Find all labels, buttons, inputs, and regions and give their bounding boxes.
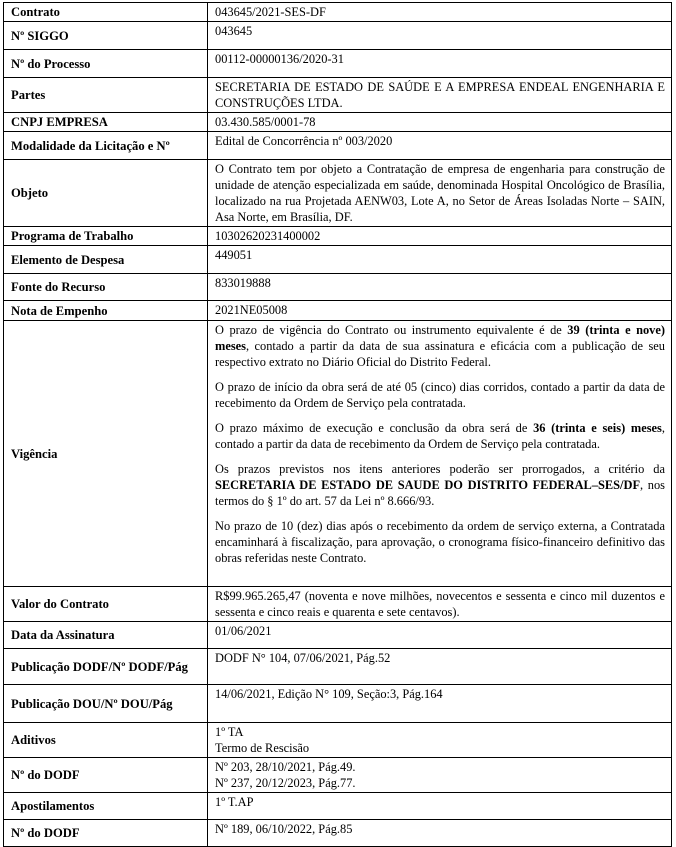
value-vigencia bbox=[208, 321, 672, 587]
label-aditivos: Aditivos bbox=[4, 723, 208, 758]
label-ndodf-2: Nº do DODF bbox=[4, 820, 208, 847]
value-valor: R$99.965.265,47 (noventa e nove milhões, novecentos e sessenta e cinco mil duzentos e sessenta e cinco reais e quarenta e sete centavos). bbox=[208, 587, 672, 622]
label-processo: Nº do Processo bbox=[4, 50, 208, 78]
label-assinatura: Data da Assinatura bbox=[4, 622, 208, 649]
label-contrato: Contrato bbox=[4, 3, 208, 22]
value-objeto: O Contrato tem por objeto a Contratação de empresa de engenharia para construção de unidade de atenção especializada em saúde, denominada Hospital Oncológico de Brasília, localizado na rua Projetada AENW03, Lote A, no Setor de Áreas Isoladas Norte – SAIN, Asa Norte, em Brasília, DF. bbox=[208, 160, 672, 227]
vigencia-p3-rest: , contado a partir da data de recebimento da Ordem de Serviço pela contratada. bbox=[215, 421, 665, 451]
value-apostilamentos: 1º T.AP bbox=[208, 793, 672, 820]
vigencia-paragraph-3 bbox=[215, 420, 665, 452]
value-partes: SECRETARIA DE ESTADO DE SAÚDE E A EMPRESA ENDEAL ENGENHARIA E CONSTRUÇÕES LTDA. bbox=[208, 78, 672, 113]
label-valor: Valor do Contrato bbox=[4, 587, 208, 622]
label-objeto: Objeto bbox=[4, 160, 208, 227]
row-cnpj bbox=[4, 113, 672, 132]
row-siggo bbox=[4, 22, 672, 50]
label-modalidade: Modalidade da Licitação e Nº bbox=[4, 132, 208, 160]
vigencia-p4-bold: SECRETARIA DE ESTADO DE SAUDE DO DISTRITO FEDERAL–SES/DF bbox=[215, 478, 641, 492]
vigencia-paragraph-4 bbox=[215, 461, 665, 509]
contract-summary-table bbox=[3, 2, 672, 847]
row-modalidade bbox=[4, 132, 672, 160]
row-contrato bbox=[4, 3, 672, 22]
value-ndodf-1 bbox=[208, 758, 672, 793]
label-dou: Publicação DOU/Nº DOU/Pág bbox=[4, 685, 208, 723]
value-aditivos bbox=[208, 723, 672, 758]
row-aditivos bbox=[4, 723, 672, 758]
vigencia-p3-bold: 36 (trinta e seis) meses bbox=[533, 421, 662, 435]
vigencia-p1-bold: 39 (trinta e nove) meses bbox=[215, 323, 666, 353]
value-processo: 00112-00000136/2020-31 bbox=[208, 50, 672, 78]
value-modalidade: Edital de Concorrência nº 003/2020 bbox=[208, 132, 672, 160]
dodf-item-1: Nº 203, 28/10/2021, Pág.49. bbox=[215, 760, 356, 774]
aditivo-item-2: Termo de Rescisão bbox=[215, 741, 310, 755]
label-empenho: Nota de Empenho bbox=[4, 301, 208, 321]
label-siggo: Nº SIGGO bbox=[4, 22, 208, 50]
row-dodf bbox=[4, 649, 672, 685]
value-empenho: 2021NE05008 bbox=[208, 301, 672, 321]
label-vigencia: Vigência bbox=[4, 321, 208, 587]
row-dou bbox=[4, 685, 672, 723]
vigencia-paragraph-2: O prazo de início da obra será de até 05 (cinco) dias corridos, contado a partir da data de recebimento da Ordem de Serviço pela contratada. bbox=[215, 380, 665, 410]
value-dodf: DODF N° 104, 07/06/2021, Pág.52 bbox=[208, 649, 672, 685]
label-programa: Programa de Trabalho bbox=[4, 227, 208, 246]
label-fonte: Fonte do Recurso bbox=[4, 274, 208, 301]
value-ndodf-2: Nº 189, 06/10/2022, Pág.85 bbox=[208, 820, 672, 847]
value-fonte: 833019888 bbox=[208, 274, 672, 301]
row-elemento bbox=[4, 246, 672, 274]
value-cnpj: 03.430.585/0001-78 bbox=[208, 113, 672, 132]
row-objeto bbox=[4, 160, 672, 227]
value-contrato: 043645/2021-SES-DF bbox=[208, 3, 672, 22]
row-empenho bbox=[4, 301, 672, 321]
row-programa bbox=[4, 227, 672, 246]
vigencia-p3-text: O prazo máximo de execução e conclusão da obra será de bbox=[215, 421, 534, 435]
vigencia-p1-rest: , contado a partir da data de sua assinatura e eficácia com a publicação de seu respectivo extrato no Diário Oficial do Distrito Federal. bbox=[215, 339, 665, 369]
value-dou: 14/06/2021, Edição N° 109, Seção:3, Pág.164 bbox=[208, 685, 672, 723]
row-fonte bbox=[4, 274, 672, 301]
vigencia-p4-rest: , nos termos do § 1º do art. 57 da Lei nº 8.666/93. bbox=[215, 478, 665, 508]
row-ndodf-1 bbox=[4, 758, 672, 793]
row-assinatura bbox=[4, 622, 672, 649]
label-partes: Partes bbox=[4, 78, 208, 113]
vigencia-p1-text: O prazo de vigência do Contrato ou instrumento equivalente é de bbox=[215, 323, 568, 337]
vigencia-p4-text: Os prazos previstos nos itens anteriores poderão ser prorrogados, a critério da bbox=[215, 462, 665, 476]
row-processo bbox=[4, 50, 672, 78]
value-elemento: 449051 bbox=[208, 246, 672, 274]
vigencia-paragraph-1 bbox=[215, 322, 665, 370]
row-ndodf-2 bbox=[4, 820, 672, 847]
row-partes bbox=[4, 78, 672, 113]
dodf-item-2: Nº 237, 20/12/2023, Pág.77. bbox=[215, 776, 356, 790]
label-ndodf-1: Nº do DODF bbox=[4, 758, 208, 793]
label-cnpj: CNPJ EMPRESA bbox=[4, 113, 208, 132]
value-siggo: 043645 bbox=[208, 22, 672, 50]
label-elemento: Elemento de Despesa bbox=[4, 246, 208, 274]
label-dodf: Publicação DODF/Nº DODF/Pág bbox=[4, 649, 208, 685]
value-assinatura: 01/06/2021 bbox=[208, 622, 672, 649]
aditivo-item-1: 1º TA bbox=[215, 725, 244, 739]
vigencia-paragraph-5: No prazo de 10 (dez) dias após o recebimento da ordem de serviço externa, a Contratada encaminhará à fiscalização, para aprovação, o cronograma físico-financeiro definitivo das obras referidas neste Contrato. bbox=[215, 519, 665, 565]
label-apostilamentos: Apostilamentos bbox=[4, 793, 208, 820]
row-apostilamentos bbox=[4, 793, 672, 820]
value-programa: 10302620231400002 bbox=[208, 227, 672, 246]
row-vigencia bbox=[4, 321, 672, 587]
row-valor bbox=[4, 587, 672, 622]
